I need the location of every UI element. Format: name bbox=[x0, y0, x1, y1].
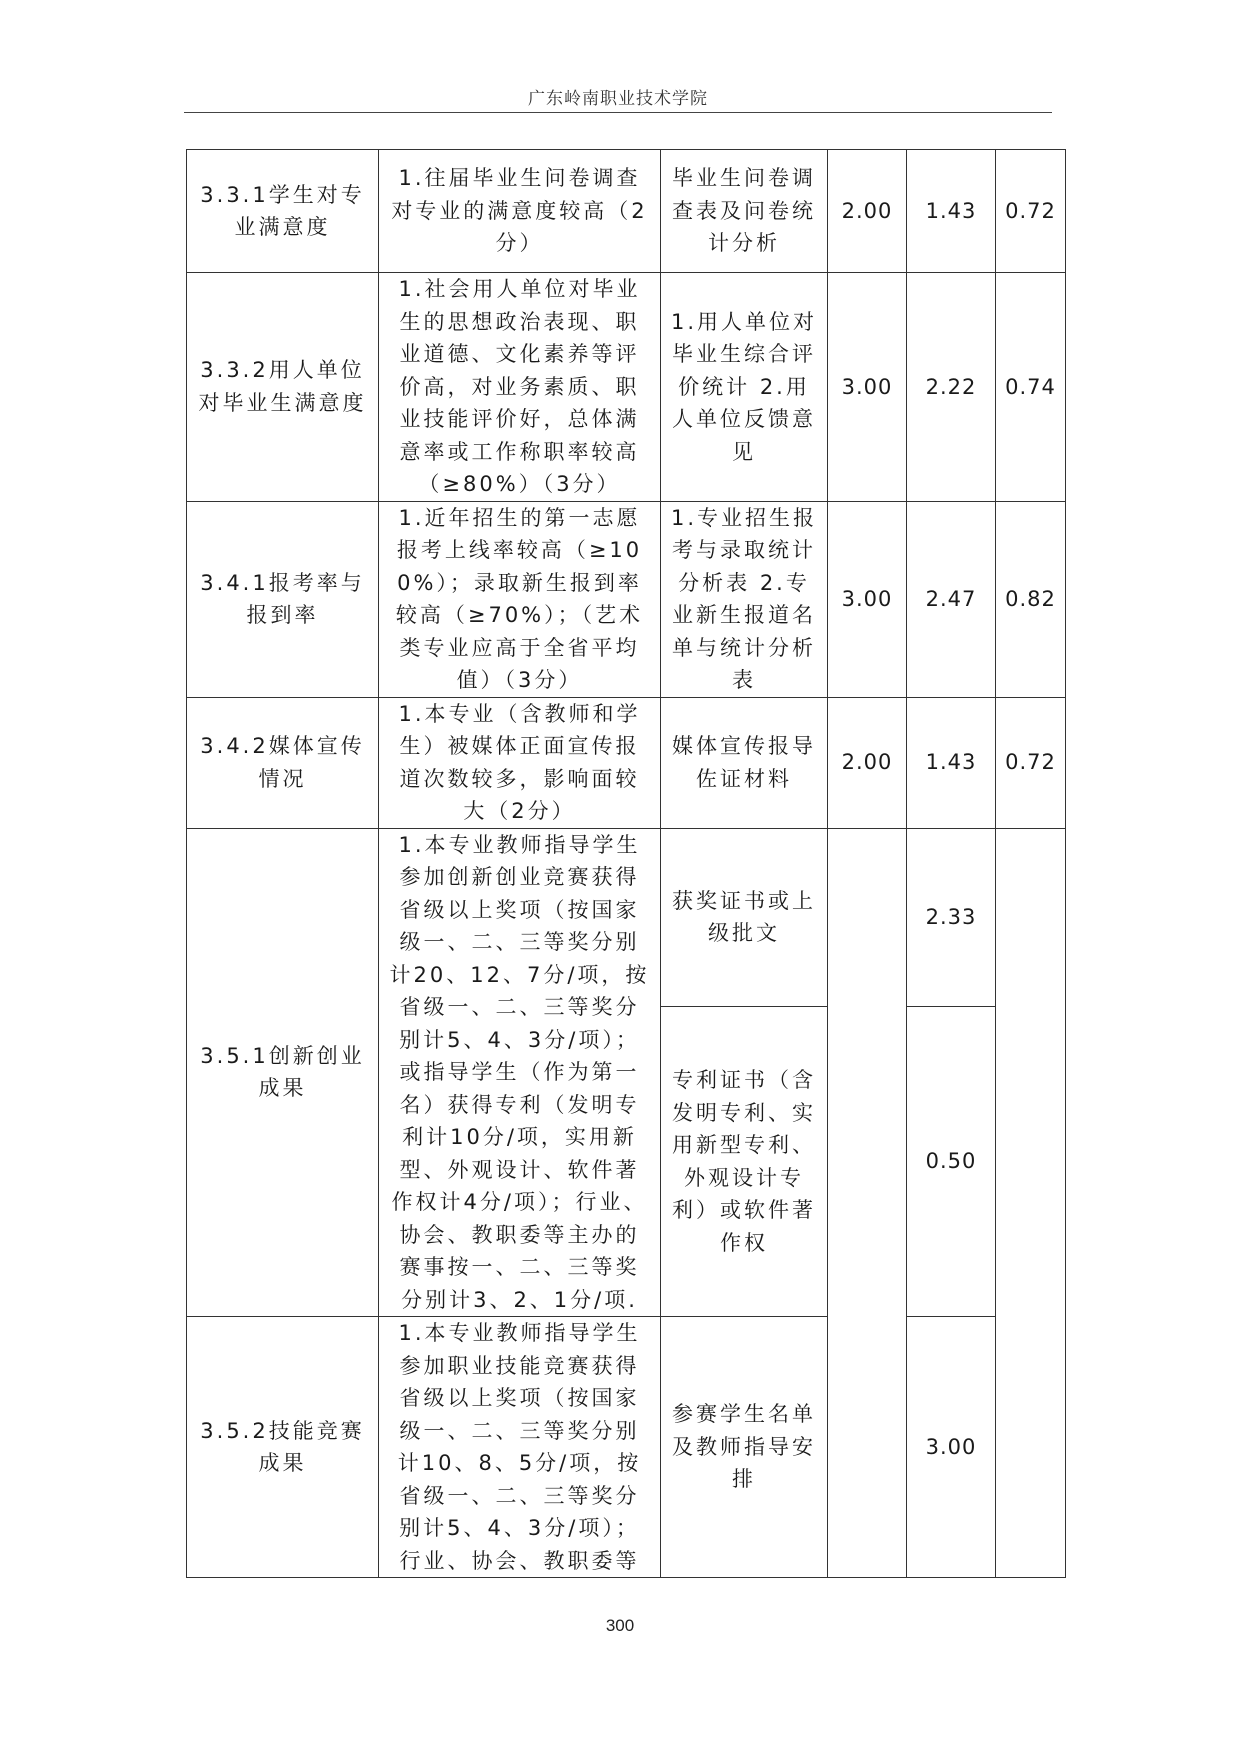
table-row bbox=[187, 697, 1066, 828]
score-cell: 2.22 bbox=[907, 273, 996, 502]
criteria-cell: 1.本专业教师指导学生参加职业技能竞赛获得省级以上奖项（按国家级一、二、三等奖分别计10、8、5分/项，按省级一、二、三等奖分别计5、4、3分/项）；行业、协会、教职委等 bbox=[379, 1317, 661, 1578]
score-cell: 0.50 bbox=[907, 1007, 996, 1317]
score-cell: 2.47 bbox=[907, 501, 996, 697]
header-rule bbox=[184, 112, 1052, 113]
score-cell: 3.00 bbox=[907, 1317, 996, 1578]
ratio-cell bbox=[996, 828, 1066, 1578]
table-row bbox=[187, 1317, 1066, 1578]
table-row bbox=[187, 828, 1066, 1007]
indicator-cell: 3.3.2用人单位对毕业生满意度 bbox=[187, 273, 379, 502]
full-score-cell: 3.00 bbox=[828, 501, 907, 697]
criteria-cell: 1.本专业（含教师和学生）被媒体正面宣传报道次数较多，影响面较大（2分） bbox=[379, 697, 661, 828]
full-score-cell: 2.00 bbox=[828, 697, 907, 828]
indicator-cell: 3.4.2媒体宣传情况 bbox=[187, 697, 379, 828]
criteria-cell: 1.往届毕业生问卷调查对专业的满意度较高（2分） bbox=[379, 150, 661, 273]
criteria-cell: 1.本专业教师指导学生参加创新创业竞赛获得省级以上奖项（按国家级一、二、三等奖分别计20、12、7分/项，按省级一、二、三等奖分别计5、4、3分/项）；或指导学生（作为第一名）获得专利（发明专利计10分/项，实用新型、外观设计、软件著作权计4分/项）；行业、协会、教职委等主办的赛事按一、二、三等奖分别计3、2、1分/项. bbox=[379, 828, 661, 1317]
page-header: 广东岭南职业技术学院 bbox=[528, 89, 708, 109]
indicator-cell: 3.3.1学生对专业满意度 bbox=[187, 150, 379, 273]
table-row bbox=[187, 501, 1066, 697]
ratio-cell: 0.82 bbox=[996, 501, 1066, 697]
score-cell: 2.33 bbox=[907, 828, 996, 1007]
evidence-cell: 专利证书（含发明专利、实用新型专利、外观设计专利）或软件著作权 bbox=[661, 1007, 828, 1317]
evaluation-table bbox=[186, 149, 1066, 1578]
indicator-cell: 3.4.1报考率与报到率 bbox=[187, 501, 379, 697]
evidence-cell: 毕业生问卷调查表及问卷统计分析 bbox=[661, 150, 828, 273]
ratio-cell: 0.72 bbox=[996, 697, 1066, 828]
score-cell: 1.43 bbox=[907, 697, 996, 828]
ratio-cell: 0.72 bbox=[996, 150, 1066, 273]
indicator-cell: 3.5.2技能竞赛成果 bbox=[187, 1317, 379, 1578]
evidence-cell: 1.专业招生报考与录取统计分析表 2.专业新生报道名单与统计分析表 bbox=[661, 501, 828, 697]
evidence-cell: 获奖证书或上级批文 bbox=[661, 828, 828, 1007]
table-row bbox=[187, 150, 1066, 273]
full-score-cell bbox=[828, 828, 907, 1578]
full-score-cell: 2.00 bbox=[828, 150, 907, 273]
indicator-cell: 3.5.1创新创业成果 bbox=[187, 828, 379, 1317]
score-cell: 1.43 bbox=[907, 150, 996, 273]
ratio-cell: 0.74 bbox=[996, 273, 1066, 502]
evidence-cell: 媒体宣传报导佐证材料 bbox=[661, 697, 828, 828]
evidence-cell: 1.用人单位对毕业生综合评价统计 2.用人单位反馈意见 bbox=[661, 273, 828, 502]
evidence-cell: 参赛学生名单及教师指导安排 bbox=[661, 1317, 828, 1578]
criteria-cell: 1.近年招生的第一志愿报考上线率较高（≥100%）；录取新生报到率较高（≥70%）；（艺术类专业应高于全省平均值）（3分） bbox=[379, 501, 661, 697]
full-score-cell: 3.00 bbox=[828, 273, 907, 502]
criteria-cell: 1.社会用人单位对毕业生的思想政治表现、职业道德、文化素养等评价高，对业务素质、职业技能评价好，总体满意率或工作称职率较高（≥80%）（3分） bbox=[379, 273, 661, 502]
table-row bbox=[187, 273, 1066, 502]
page-number: 300 bbox=[605, 1616, 635, 1635]
